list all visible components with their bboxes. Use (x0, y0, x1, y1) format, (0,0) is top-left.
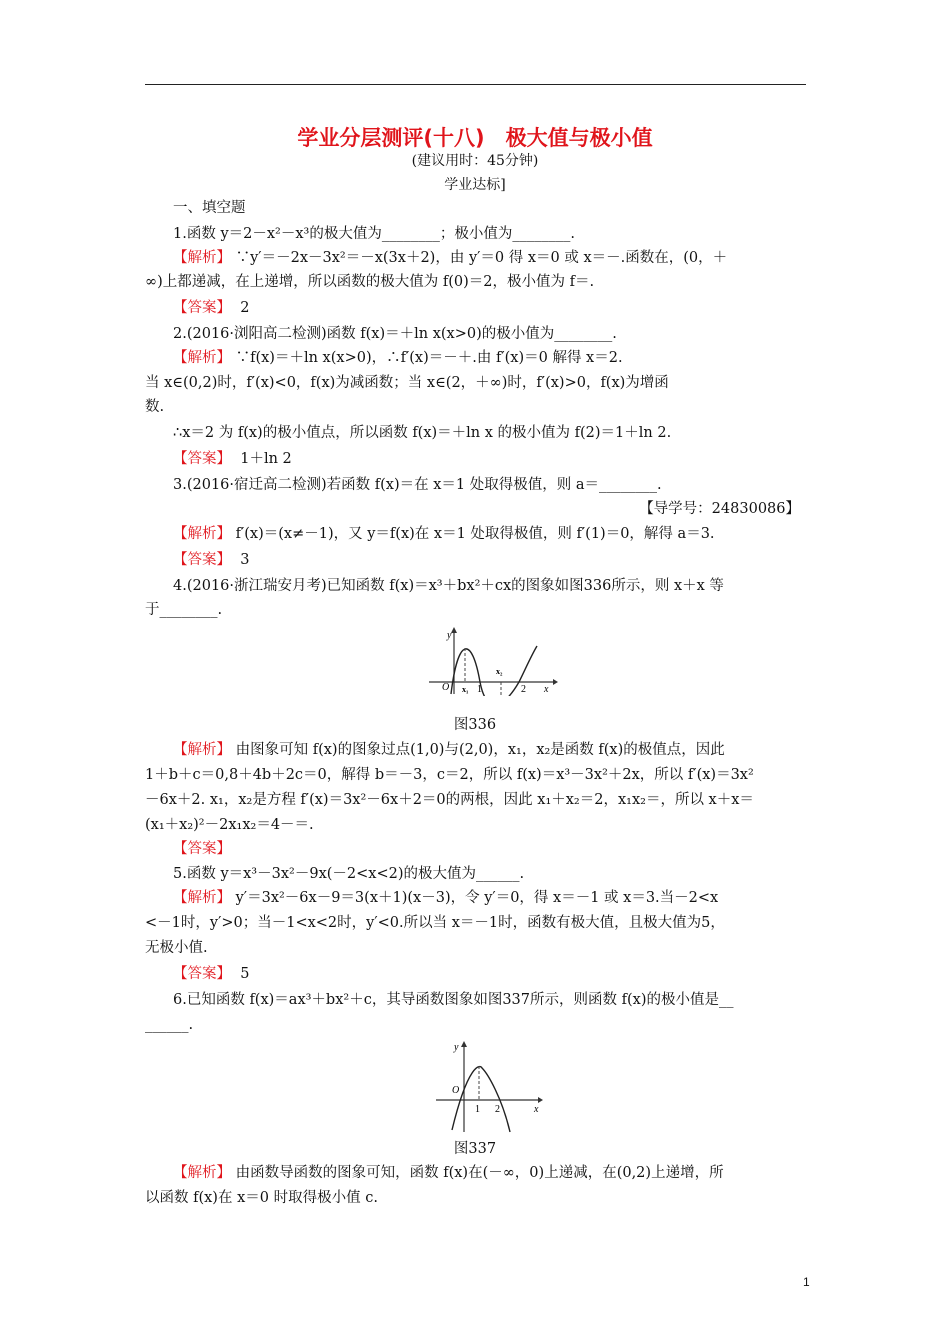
header-rule (145, 84, 806, 85)
q4-analysis-text: 由图象可知 f(x)的图象过点(1,0)与(2,0)，x₁，x₂是函数 f(x)的极值点，因此 (235, 742, 725, 758)
part-heading: 一、填空题 (173, 200, 246, 216)
figure-337 (432, 1038, 547, 1133)
page-number: 1 (803, 1275, 810, 1289)
q6-analysis (173, 1163, 838, 1183)
subtitle: (建议用时：45分钟) (411, 153, 539, 169)
fig337-label-x: x (534, 1104, 539, 1115)
q5-answer-label: 【答案】 (173, 966, 231, 982)
section-label: 学业达标] (444, 177, 506, 193)
fig337-caption: 图337 (453, 1141, 497, 1157)
q1-question: 1.函数 y＝2－x²－x³的极大值为________；极小值为________. (173, 226, 575, 242)
q5-analysis-text: y′＝3x²－6x－9＝3(x＋1)(x－3)，令 y′＝0，得 x＝－1 或 x＝3.当－2<x (235, 890, 719, 906)
q4-analysis-l2: 1＋b＋c＝0,8＋4b＋2c＝0，解得 b＝－3，c＝2，所以 f(x)＝x³－3x²＋2x，所以 f′(x)＝3x² (145, 767, 754, 783)
figure-336 (425, 626, 560, 696)
q2-analysis-l3: 数. (145, 399, 165, 415)
q3-analysis (173, 524, 838, 544)
fig336-label-x: x (544, 684, 549, 695)
q4-analysis (173, 740, 838, 760)
q4-analysis-label: 【解析】 (173, 742, 231, 758)
q3-question: 3.(2016·宿迁高二检测)若函数 f(x)＝在 x＝1 处取得极值，则 a＝________. (173, 477, 662, 493)
q6-question: 6.已知函数 f(x)＝ax³＋bx²＋c，其导函数图象如图337所示，则函数 f(x)的极小值是__ (173, 992, 734, 1008)
q4-question-cont: 于________. (145, 602, 223, 618)
q5-analysis-label: 【解析】 (173, 890, 231, 906)
fig336-y-arrow (451, 627, 457, 633)
fig336-x-arrow (553, 679, 558, 685)
q4-analysis-l3: －6x＋2. x₁，x₂是方程 f′(x)＝3x²－6x＋2＝0的两根，因此 x₁＋x₂＝2，x₁x₂＝，所以 x＋x＝ (145, 792, 754, 808)
q1-analysis (173, 248, 838, 268)
q3-analysis-label: 【解析】 (173, 526, 231, 542)
q1-analysis-text: ∵y′＝－2x－3x²＝－x(3x＋2)，由 y′＝0 得 x＝0 或 x＝－.函数在，(0，＋ (235, 250, 728, 266)
q1-answer-label: 【答案】 (173, 300, 231, 316)
fig336-caption: 图336 (453, 717, 497, 733)
fig336-label-x2: x₂ (496, 667, 503, 676)
q3-analysis-text: f′(x)＝(x≠－1)，又 y＝f(x)在 x＝1 处取得极值，则 f′(1)＝0，解得 a＝3. (235, 526, 715, 542)
q2-answer-value: 1＋ln 2 (240, 451, 292, 467)
q1-analysis-label: 【解析】 (173, 250, 231, 266)
q2-analysis-label: 【解析】 (173, 350, 231, 366)
fig337-label-o: O (452, 1085, 460, 1096)
fig336-label-o: O (442, 682, 450, 693)
fig337-label-1: 1 (475, 1104, 480, 1115)
q4-analysis-l4: (x₁＋x₂)²－2x₁x₂＝4－＝. (145, 817, 314, 833)
q5-analysis-l3: 无极小值. (145, 940, 208, 956)
q6-analysis-l2: 以函数 f(x)在 x＝0 时取得极小值 c. (145, 1190, 378, 1206)
q5-analysis (173, 888, 838, 908)
q3-answer (173, 550, 838, 570)
fig337-y-arrow (461, 1041, 467, 1047)
q1-answer (173, 298, 838, 318)
q1-answer-value: 2 (240, 300, 250, 316)
fig337-x-arrow (538, 1097, 543, 1103)
q6-analysis-text: 由函数导函数的图象可知，函数 f(x)在(－∞，0)上递减，在(0,2)上递增，所 (235, 1165, 724, 1181)
q4-answer (173, 839, 838, 859)
q2-analysis-l4: ∴x＝2 为 f(x)的极小值点，所以函数 f(x)＝＋ln x 的极小值为 f(2)＝1＋ln 2. (173, 425, 672, 441)
q4-question: 4.(2016·浙江瑞安月考)已知函数 f(x)＝x³＋bx²＋cx的图象如图336所示，则 x＋x 等 (173, 578, 724, 594)
fig336-label-y: y (447, 630, 452, 641)
q6-analysis-label: 【解析】 (173, 1165, 231, 1181)
q2-analysis-l2: 当 x∈(0,2)时，f′(x)<0，f(x)为减函数；当 x∈(2，＋∞)时，f′(x)>0，f(x)为增函 (145, 375, 669, 391)
q2-analysis (173, 348, 838, 368)
q1-analysis-cont: ∞)上都递减，在上递增，所以函数的极大值为 f(0)＝2，极小值为 f＝. (145, 274, 595, 290)
q2-analysis-text: ∵f(x)＝＋ln x(x>0)，∴f′(x)＝－＋.由 f′(x)＝0 解得 x＝2. (235, 350, 623, 366)
q2-question: 2.(2016·浏阳高二检测)函数 f(x)＝＋ln x(x>0)的极小值为________. (173, 326, 617, 342)
q5-answer-value: 5 (240, 966, 250, 982)
q4-answer-label: 【答案】 (173, 841, 231, 857)
q2-answer-label: 【答案】 (173, 451, 231, 467)
q3-guide-number: 【导学号：24830086】 (639, 501, 800, 517)
fig337-curve (452, 1067, 510, 1132)
q6-question-cont: ______. (145, 1017, 194, 1033)
fig336-label-x1: x₁ (462, 685, 469, 694)
fig336-label-1: 1 (477, 684, 482, 695)
page-title: 学业分层测评(十八) 极大值与极小值 (297, 126, 653, 150)
q3-answer-label: 【答案】 (173, 552, 231, 568)
fig337-label-2: 2 (495, 1104, 500, 1115)
q2-answer (173, 449, 838, 469)
fig337-label-y: y (454, 1042, 459, 1053)
q5-question: 5.函数 y＝x³－3x²－9x(－2<x<2)的极大值为______. (173, 866, 525, 882)
fig336-label-2: 2 (521, 684, 526, 695)
q5-answer (173, 964, 838, 984)
q3-answer-value: 3 (240, 552, 250, 568)
q5-analysis-l2: <－1时，y′>0；当－1<x<2时，y′<0.所以当 x＝－1时，函数有极大值，且极大值为5， (145, 915, 725, 931)
